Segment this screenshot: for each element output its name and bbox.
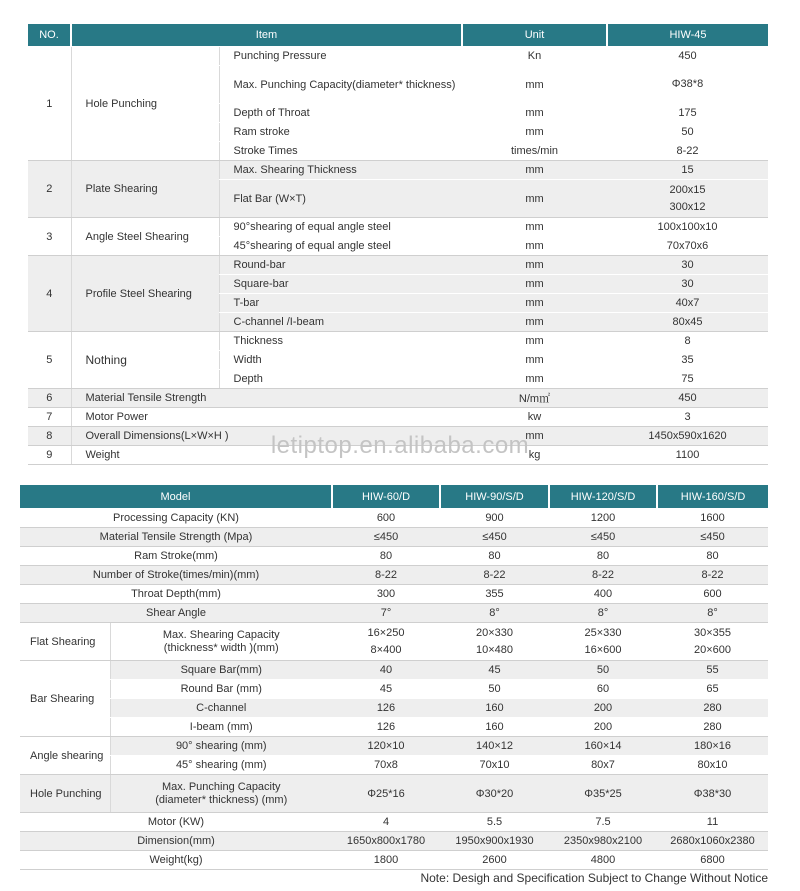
header-model: HIW-45 — [607, 24, 768, 47]
spec-value: Φ25*16 — [332, 775, 440, 813]
spec-label: Processing Capacity (KN) — [20, 509, 332, 528]
row-number: 8 — [28, 427, 71, 446]
value-cell: 1450x590x1620 — [607, 427, 768, 446]
unit-cell: mm — [462, 427, 607, 446]
item-label: T-bar — [219, 294, 462, 313]
label-line: (diameter* thickness) (mm) — [155, 793, 288, 806]
value-cell: 35 — [607, 351, 768, 370]
spec-label — [110, 775, 332, 813]
spec-value: Φ35*25 — [549, 775, 657, 813]
spec-value — [549, 623, 657, 661]
value-cell: 80x45 — [607, 313, 768, 332]
table-row — [20, 813, 768, 832]
group-name: Bar Shearing — [20, 661, 110, 737]
item-label: Ram stroke — [219, 123, 462, 142]
spec-value: 8-22 — [440, 566, 549, 585]
header-model-3: HIW-120/S/D — [549, 485, 657, 509]
spec-value: 200 — [549, 718, 657, 737]
item-label: Max. Shearing Thickness — [219, 161, 462, 180]
item-label: Motor Power — [71, 408, 462, 427]
label-line: Max. Shearing Capacity — [162, 628, 280, 641]
spec-value: 80 — [549, 547, 657, 566]
item-label: Stroke Times — [219, 142, 462, 161]
value-cell: 30 — [607, 256, 768, 275]
table-row — [20, 680, 768, 699]
header-model-4: HIW-160/S/D — [657, 485, 768, 509]
value-cell: 75 — [607, 370, 768, 389]
value-line: 25×330 — [584, 626, 622, 639]
unit-cell: mm — [462, 123, 607, 142]
spec-label: 45° shearing (mm) — [110, 756, 332, 775]
spec-value: 80 — [440, 547, 549, 566]
spec-value: 280 — [657, 718, 768, 737]
value-cell: Φ38*8 — [607, 66, 768, 104]
spec-value: 4 — [332, 813, 440, 832]
value-line: 20×600 — [693, 643, 731, 656]
spec-value: 55 — [657, 661, 768, 680]
table-row — [20, 699, 768, 718]
value-line: 20×330 — [475, 626, 513, 639]
spec-value: 140×12 — [440, 737, 549, 756]
table-row — [20, 509, 768, 528]
value-cell: 450 — [607, 389, 768, 408]
unit-cell: Kn — [462, 47, 607, 66]
group-name: Hole Punching — [20, 775, 110, 813]
value-cell: 50 — [607, 123, 768, 142]
table-row — [20, 661, 768, 680]
spec-value: 8° — [549, 604, 657, 623]
spec-value: 160 — [440, 699, 549, 718]
table-row — [20, 756, 768, 775]
spec-value: 355 — [440, 585, 549, 604]
table-row — [28, 47, 768, 66]
table-row — [28, 218, 768, 237]
unit-cell: mm — [462, 104, 607, 123]
unit-cell: mm — [462, 294, 607, 313]
spec-value: 65 — [657, 680, 768, 699]
table-row — [20, 851, 768, 870]
table-row — [20, 737, 768, 756]
spec-value: 2680x1060x2380 — [657, 832, 768, 851]
spec-label — [110, 623, 332, 661]
spec-label: Throat Depth(mm) — [20, 585, 332, 604]
spec-value: 5.5 — [440, 813, 549, 832]
spec-value: 8° — [657, 604, 768, 623]
spec-value: 8-22 — [657, 566, 768, 585]
item-label: Thickness — [219, 332, 462, 351]
spec-label: Material Tensile Strength (Mpa) — [20, 528, 332, 547]
item-label: Width — [219, 351, 462, 370]
value-line: 16×250 — [367, 626, 405, 639]
model-comparison-table — [20, 485, 768, 870]
table-row — [20, 775, 768, 813]
spec-value: 60 — [549, 680, 657, 699]
spec-value: 6800 — [657, 851, 768, 870]
value-line: 8×400 — [370, 643, 402, 656]
table-row — [20, 547, 768, 566]
spec-value: 1200 — [549, 509, 657, 528]
table-row — [20, 566, 768, 585]
item-label: Max. Punching Capacity(diameter* thickness) — [219, 66, 462, 104]
row-number: 7 — [28, 408, 71, 427]
row-number: 6 — [28, 389, 71, 408]
spec-value: ≤450 — [549, 528, 657, 547]
spec-value: 45 — [440, 661, 549, 680]
item-label: Flat Bar (W×T) — [219, 180, 462, 218]
spec-value: 600 — [657, 585, 768, 604]
spec-value: 11 — [657, 813, 768, 832]
spec-value: 7.5 — [549, 813, 657, 832]
item-label: C-channel /I-beam — [219, 313, 462, 332]
spec-label: C-channel — [110, 699, 332, 718]
value-line: 10×480 — [475, 643, 513, 656]
value-line: 200x15 — [669, 183, 706, 196]
spec-label: Round Bar (mm) — [110, 680, 332, 699]
spec-value: 4800 — [549, 851, 657, 870]
header-model: Model — [20, 485, 332, 509]
value-cell: 40x7 — [607, 294, 768, 313]
unit-cell: mm — [462, 275, 607, 294]
table-row — [20, 585, 768, 604]
spec-value: 70x8 — [332, 756, 440, 775]
unit-cell: mm — [462, 351, 607, 370]
unit-cell: mm — [462, 332, 607, 351]
value-cell: 8 — [607, 332, 768, 351]
group-name: Flat Shearing — [20, 623, 110, 661]
group-name: Nothing — [71, 332, 219, 389]
spec-value: 1950x900x1930 — [440, 832, 549, 851]
item-label: Round-bar — [219, 256, 462, 275]
value-line: 16×600 — [584, 643, 622, 656]
spec-value: 1600 — [657, 509, 768, 528]
group-name: Angle Steel Shearing — [71, 218, 219, 256]
row-number: 3 — [28, 218, 71, 256]
header-item: Item — [71, 24, 462, 47]
value-line: 30×355 — [693, 626, 731, 639]
spec-value: 126 — [332, 699, 440, 718]
row-number: 4 — [28, 256, 71, 332]
table-row — [28, 446, 768, 465]
unit-cell: mm — [462, 218, 607, 237]
spec-value: 160 — [440, 718, 549, 737]
value-cell: 8-22 — [607, 142, 768, 161]
spec-value — [657, 623, 768, 661]
spec-value: 160×14 — [549, 737, 657, 756]
value-cell: 15 — [607, 161, 768, 180]
spec-label: Square Bar(mm) — [110, 661, 332, 680]
value-cell: 70x70x6 — [607, 237, 768, 256]
table-row — [28, 408, 768, 427]
spec-value: ≤450 — [440, 528, 549, 547]
spec-value: 900 — [440, 509, 549, 528]
table-row — [28, 427, 768, 446]
spec-label: Motor (KW) — [20, 813, 332, 832]
spec-value: 80x7 — [549, 756, 657, 775]
spec-value: 7° — [332, 604, 440, 623]
spec-value: Φ38*30 — [657, 775, 768, 813]
value-line: 300x12 — [669, 200, 706, 213]
value-cell: 30 — [607, 275, 768, 294]
spec-value: 70x10 — [440, 756, 549, 775]
disclaimer-note: Note: Desigh and Specification Subject to Change Without Notice — [420, 871, 768, 885]
spec-label: Shear Angle — [20, 604, 332, 623]
spec-value: 45 — [332, 680, 440, 699]
table-row — [28, 389, 768, 408]
header-model-1: HIW-60/D — [332, 485, 440, 509]
item-label: 90°shearing of equal angle steel — [219, 218, 462, 237]
spec-value: 1800 — [332, 851, 440, 870]
spec-value: 80 — [332, 547, 440, 566]
spec-value — [332, 623, 440, 661]
row-number: 1 — [28, 47, 71, 161]
header-no: NO. — [28, 24, 71, 47]
row-number: 9 — [28, 446, 71, 465]
item-label: Depth — [219, 370, 462, 389]
spec-label: I-beam (mm) — [110, 718, 332, 737]
table-row — [20, 718, 768, 737]
unit-cell: mm — [462, 237, 607, 256]
unit-cell: kw — [462, 408, 607, 427]
spec-value: 200 — [549, 699, 657, 718]
unit-cell: N/m㎡ — [462, 389, 607, 408]
spec-label: Ram Stroke(mm) — [20, 547, 332, 566]
value-cell — [607, 180, 768, 218]
item-label: Material Tensile Strength — [71, 389, 462, 408]
value-cell: 100x100x10 — [607, 218, 768, 237]
unit-cell: mm — [462, 66, 607, 104]
spec-label: Dimension(mm) — [20, 832, 332, 851]
spec-value: 1650x800x1780 — [332, 832, 440, 851]
spec-value: 126 — [332, 718, 440, 737]
value-cell: 1100 — [607, 446, 768, 465]
item-label: Overall Dimensions(L×W×H ) — [71, 427, 462, 446]
spec-value: 120×10 — [332, 737, 440, 756]
table-row — [20, 604, 768, 623]
spec-value: Φ30*20 — [440, 775, 549, 813]
item-label: Weight — [71, 446, 462, 465]
label-line: Max. Punching Capacity — [161, 780, 281, 793]
unit-cell: mm — [462, 256, 607, 275]
spec-value: ≤450 — [657, 528, 768, 547]
spec-value: 180×16 — [657, 737, 768, 756]
group-name: Hole Punching — [71, 47, 219, 161]
header-model-2: HIW-90/S/D — [440, 485, 549, 509]
value-cell: 450 — [607, 47, 768, 66]
spec-value: 600 — [332, 509, 440, 528]
spec-value: 2600 — [440, 851, 549, 870]
label-line: (thickness* width )(mm) — [163, 641, 279, 654]
value-cell: 175 — [607, 104, 768, 123]
spec-value: 400 — [549, 585, 657, 604]
spec-value: 50 — [440, 680, 549, 699]
watermark-text: letiptop.en.alibaba.com — [270, 432, 530, 459]
row-number: 5 — [28, 332, 71, 389]
item-label: Square-bar — [219, 275, 462, 294]
spec-label: Number of Stroke(times/min)(mm) — [20, 566, 332, 585]
spec-value: 280 — [657, 699, 768, 718]
spec-value: 40 — [332, 661, 440, 680]
spec-value: 8-22 — [549, 566, 657, 585]
unit-cell: kg — [462, 446, 607, 465]
spec-value: 8-22 — [332, 566, 440, 585]
spec-value: 50 — [549, 661, 657, 680]
table-row — [20, 832, 768, 851]
group-name: Plate Shearing — [71, 161, 219, 218]
unit-cell: mm — [462, 370, 607, 389]
group-name: Angle shearing — [20, 737, 110, 775]
spec-value: 80 — [657, 547, 768, 566]
table-row — [28, 161, 768, 180]
unit-cell: mm — [462, 313, 607, 332]
unit-cell: mm — [462, 161, 607, 180]
spec-value: ≤450 — [332, 528, 440, 547]
unit-cell: mm — [462, 180, 607, 218]
item-label: 45°shearing of equal angle steel — [219, 237, 462, 256]
spec-label: Weight(kg) — [20, 851, 332, 870]
header-unit: Unit — [462, 24, 607, 47]
hiw45-spec-table — [28, 24, 768, 465]
spec-value: 8° — [440, 604, 549, 623]
spec-value: 2350x980x2100 — [549, 832, 657, 851]
value-cell: 3 — [607, 408, 768, 427]
item-label: Depth of Throat — [219, 104, 462, 123]
table-row — [28, 332, 768, 351]
group-name: Profile Steel Shearing — [71, 256, 219, 332]
item-label: Punching Pressure — [219, 47, 462, 66]
unit-cell: times/min — [462, 142, 607, 161]
table-row — [28, 256, 768, 275]
spec-value — [440, 623, 549, 661]
spec-value: 80x10 — [657, 756, 768, 775]
table-row — [20, 528, 768, 547]
spec-label: 90° shearing (mm) — [110, 737, 332, 756]
spec-value: 300 — [332, 585, 440, 604]
table-row — [20, 623, 768, 661]
row-number: 2 — [28, 161, 71, 218]
